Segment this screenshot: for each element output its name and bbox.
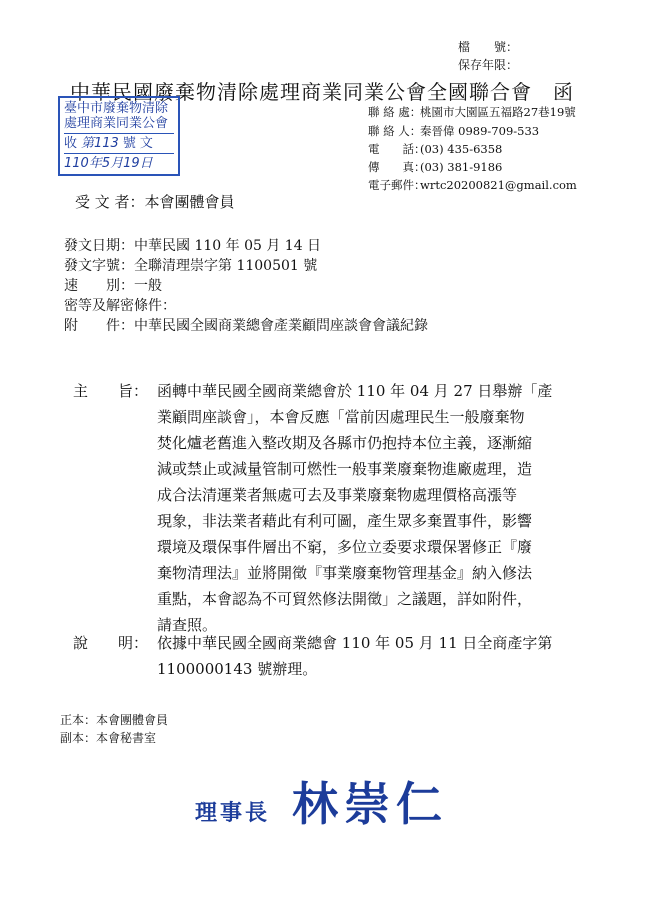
signature-title: 理事長 xyxy=(195,801,271,826)
subject-line: 成合法清運業者無處可去及事業廢棄物處理價格高漲等 xyxy=(157,486,518,504)
stamp-line-2: 處理商業同業公會 xyxy=(64,116,169,131)
signature-name: 林崇仁 xyxy=(292,777,449,831)
subject-line: 焚化爐老舊進入整改期及各縣市仍抱持本位主義，逐漸縮 xyxy=(157,434,533,452)
contact-fax: 傳 真：(03) 381-9186 xyxy=(368,160,503,174)
secrecy-condition: 密等及解密條件： xyxy=(64,298,176,314)
attachment: 附 件：中華民國全國商業總會產業顧問座談會會議紀錄 xyxy=(64,318,428,334)
subject-line: 現象，非法業者藉此有利可圖，產生眾多棄置事件，影響 xyxy=(157,512,533,530)
distribution-primary: 正本：本會團體會員 xyxy=(60,713,169,727)
subject-line: 業顧問座談會」，本會反應「當前因處理民生一般廢棄物 xyxy=(157,408,525,426)
contact-person: 聯 絡 人：秦晉偉 0989-709-533 xyxy=(368,124,540,138)
stamp-line-1: 臺中市廢棄物清除 xyxy=(64,101,169,116)
stamp-recv-wen: 文 xyxy=(139,136,153,151)
subject-body xyxy=(157,378,552,638)
stamp-recv-suffix: 號 xyxy=(122,136,136,151)
contact-phone: 電 話：(03) 435-6358 xyxy=(368,142,503,156)
signature xyxy=(195,768,448,834)
serial-label: 檔 號： xyxy=(458,40,519,54)
explanation-label: 說 明： xyxy=(73,634,149,652)
stamp-date: 110年5月19日 xyxy=(64,153,174,171)
explanation-body xyxy=(157,630,552,682)
subject-line: 請查照。 xyxy=(157,616,218,634)
subject-line: 重點，本會認為不可貿然修法開徵」之議題，詳如附件， xyxy=(157,590,533,608)
distribution-copy: 副本：本會秘書室 xyxy=(60,731,157,745)
received-stamp xyxy=(58,96,180,176)
explanation-line: 1100000143 號辦理。 xyxy=(157,660,318,678)
contact-email: 電子郵件：wrtc20200821@gmail.com xyxy=(368,178,577,192)
subject-label: 主 旨： xyxy=(73,382,149,400)
subject-line: 棄物清理法』並將開徵『事業廢棄物管理基金』納入修法 xyxy=(157,564,533,582)
issue-date: 發文日期：中華民國 110 年 05 月 14 日 xyxy=(64,238,322,254)
stamp-recv-number: 第113 xyxy=(81,136,119,151)
retention-label: 保存年限： xyxy=(458,58,519,72)
subject-line: 函轉中華民國全國商業總會於 110 年 04 月 27 日舉辦「產 xyxy=(157,382,553,400)
stamp-recv-label: 收 xyxy=(64,136,78,151)
recipient: 受 文 者：本會團體會員 xyxy=(75,193,235,211)
contact-address: 聯 絡 處：桃園市大園區五福路27巷19號 xyxy=(368,105,576,119)
document-title: 中華民國廢棄物清除處理商業同業公會全國聯合會 函 xyxy=(70,80,574,104)
issue-number: 發文字號：全聯清理崇字第 1100501 號 xyxy=(64,258,318,274)
explanation-line: 依據中華民國全國商業總會 110 年 05 月 11 日全商產字第 xyxy=(157,634,553,652)
subject-line: 減或禁止或減量管制可燃性一般事業廢棄物進廠處理，造 xyxy=(157,460,533,478)
subject-line: 環境及環保事件層出不窮，多位立委要求環保署修正『廢 xyxy=(157,538,533,556)
delivery-speed: 速 別：一般 xyxy=(64,278,162,294)
